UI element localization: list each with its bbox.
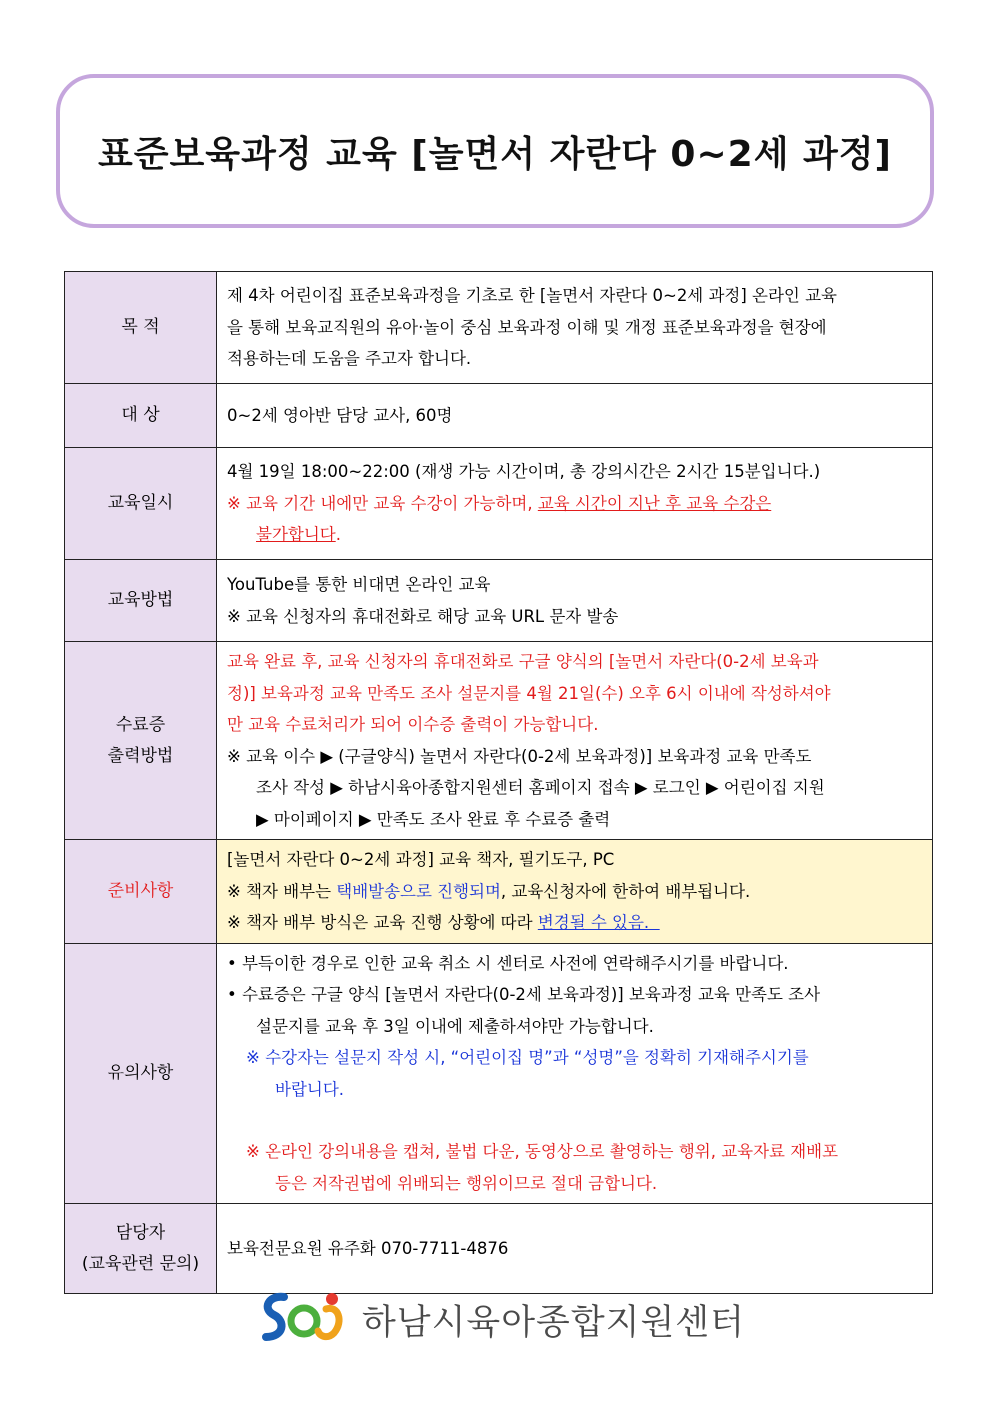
notes-bullet: • 수료증은 구글 양식 [놀면서 자란다(0-2세 보육과정)] 보육과정 교육 만족도 조사 (227, 985, 821, 1004)
row-datetime (65, 448, 933, 560)
contact-label-1: 담당자 (115, 1222, 166, 1243)
value-notes (217, 943, 933, 1204)
value-purpose (217, 272, 933, 384)
footer (254, 1287, 754, 1353)
certificate-step-line: ▶ 마이페이지 ▶ 만족도 조사 완료 후 수료증 출력 (256, 809, 611, 829)
notes-bullet-cont: 설문지를 교육 후 3일 이내에 제출하셔야만 가능합니다. (256, 1016, 654, 1036)
datetime-note-d: . (335, 525, 341, 545)
datetime-note (227, 488, 924, 520)
row-purpose (65, 272, 933, 384)
certificate-label-1: 수료증 (115, 714, 166, 735)
page-title: 표준보육과정 교육 [놀면서 자란다 0~2세 과정] (97, 133, 893, 175)
title-box (56, 74, 934, 228)
preparation-line3-b: 변경될 수 있음. (537, 913, 660, 932)
value-target: 0~2세 영아반 담당 교사, 60명 (217, 384, 933, 448)
certificate-label-2: 출력방법 (107, 745, 174, 766)
purpose-line: 제 4차 어린이집 표준보육과정을 기초로 한 [놀면서 자란다 0~2세 과정] 온라인 교육 (227, 286, 837, 306)
info-table (64, 271, 933, 1294)
value-certificate (217, 642, 933, 840)
certificate-red-line: 만 교육 수료처리가 되어 이수증 출력이 가능합니다. (227, 715, 599, 734)
label-preparation: 준비사항 (65, 840, 217, 944)
label-purpose: 목 적 (65, 272, 217, 384)
value-preparation (217, 840, 933, 944)
label-target: 대 상 (65, 384, 217, 448)
row-target (65, 384, 933, 448)
notes-blue-line: 바랍니다. (275, 1079, 345, 1099)
label-datetime: 교육일시 (65, 448, 217, 560)
value-contact: 보육전문요원 유주화 070-7711-4876 (217, 1204, 933, 1294)
row-preparation (65, 840, 933, 944)
notes-red-line: 등은 저작권법에 위배되는 행위이므로 절대 금합니다. (275, 1173, 658, 1193)
row-contact (65, 1204, 933, 1294)
preparation-line (227, 907, 924, 939)
datetime-note-c: 불가합니다 (256, 525, 336, 545)
notes-red-line: ※ 온라인 강의내용을 캡쳐, 불법 다운, 동영상으로 촬영하는 행위, 교육자료 재배포 (246, 1142, 839, 1161)
value-datetime (217, 448, 933, 560)
label-method: 교육방법 (65, 560, 217, 642)
preparation-line3-a: ※ 책자 배부 방식은 교육 진행 상황에 따라 (227, 913, 538, 932)
purpose-line: 적용하는데 도움을 주고자 합니다. (227, 349, 472, 369)
preparation-line: [놀면서 자란다 0~2세 과정] 교육 책자, 필기도구, PC (227, 850, 615, 869)
preparation-line2-a: ※ 책자 배부는 (227, 881, 337, 901)
row-method (65, 560, 933, 642)
certificate-red-line: 교육 완료 후, 교육 신청자의 휴대전화로 구글 양식의 [놀면서 자란다(0-2세 보육과 (227, 652, 819, 671)
value-method (217, 560, 933, 642)
preparation-line2-b: 택배발송으로 진행되며 (336, 881, 501, 901)
contact-label-2: (교육관련 문의) (81, 1253, 200, 1274)
preparation-line (227, 876, 924, 908)
certificate-red-line: 정)] 보육과정 교육 만족도 조사 설문지를 4월 21일(수) 오후 6시 이내에 작성하셔야 (227, 683, 831, 703)
notes-blue-line: ※ 수강자는 설문지 작성 시, “어린이집 명”과 “성명”을 정확히 기재해주시기를 (246, 1048, 809, 1067)
notes-bullet: • 부득이한 경우로 인한 교육 취소 시 센터로 사전에 연락해주시기를 바랍니다. (227, 953, 789, 973)
certificate-step-line: ※ 교육 이수 ▶ (구글양식) 놀면서 자란다(0-2세 보육과정)] 보육과정 교육 만족도 (227, 746, 812, 766)
label-notes: 유의사항 (65, 943, 217, 1204)
label-certificate (65, 642, 217, 840)
datetime-note-cont (227, 519, 924, 551)
notes-spacer (227, 1105, 924, 1136)
datetime-note-b: 교육 시간이 지난 후 교육 수강은 (537, 493, 772, 513)
certificate-step-line: 조사 작성 ▶ 하남시육아종합지원센터 홈페이지 접속 ▶ 로그인 ▶ 어린이집 지원 (256, 778, 825, 797)
row-certificate (65, 642, 933, 840)
label-contact (65, 1204, 217, 1294)
center-logo-icon (254, 1287, 350, 1353)
method-line: ※ 교육 신청자의 휴대전화로 해당 교육 URL 문자 발송 (227, 606, 619, 626)
preparation-line2-c: , 교육신청자에 한하여 배부됩니다. (500, 881, 751, 901)
purpose-line: 을 통해 보육교직원의 유아·놀이 중심 보육과정 이해 및 개정 표준보육과정을 현장에 (227, 317, 827, 337)
method-line: YouTube를 통한 비대면 온라인 교육 (227, 575, 491, 594)
footer-org-name: 하남시육아종합지원센터 (362, 1303, 745, 1343)
datetime-note-a: ※ 교육 기간 내에만 교육 수강이 가능하며, (227, 493, 538, 513)
datetime-line: 4월 19일 18:00~22:00 (재생 가능 시간이며, 총 강의시간은 2시간 15분입니다.) (227, 462, 821, 482)
row-notes (65, 943, 933, 1204)
